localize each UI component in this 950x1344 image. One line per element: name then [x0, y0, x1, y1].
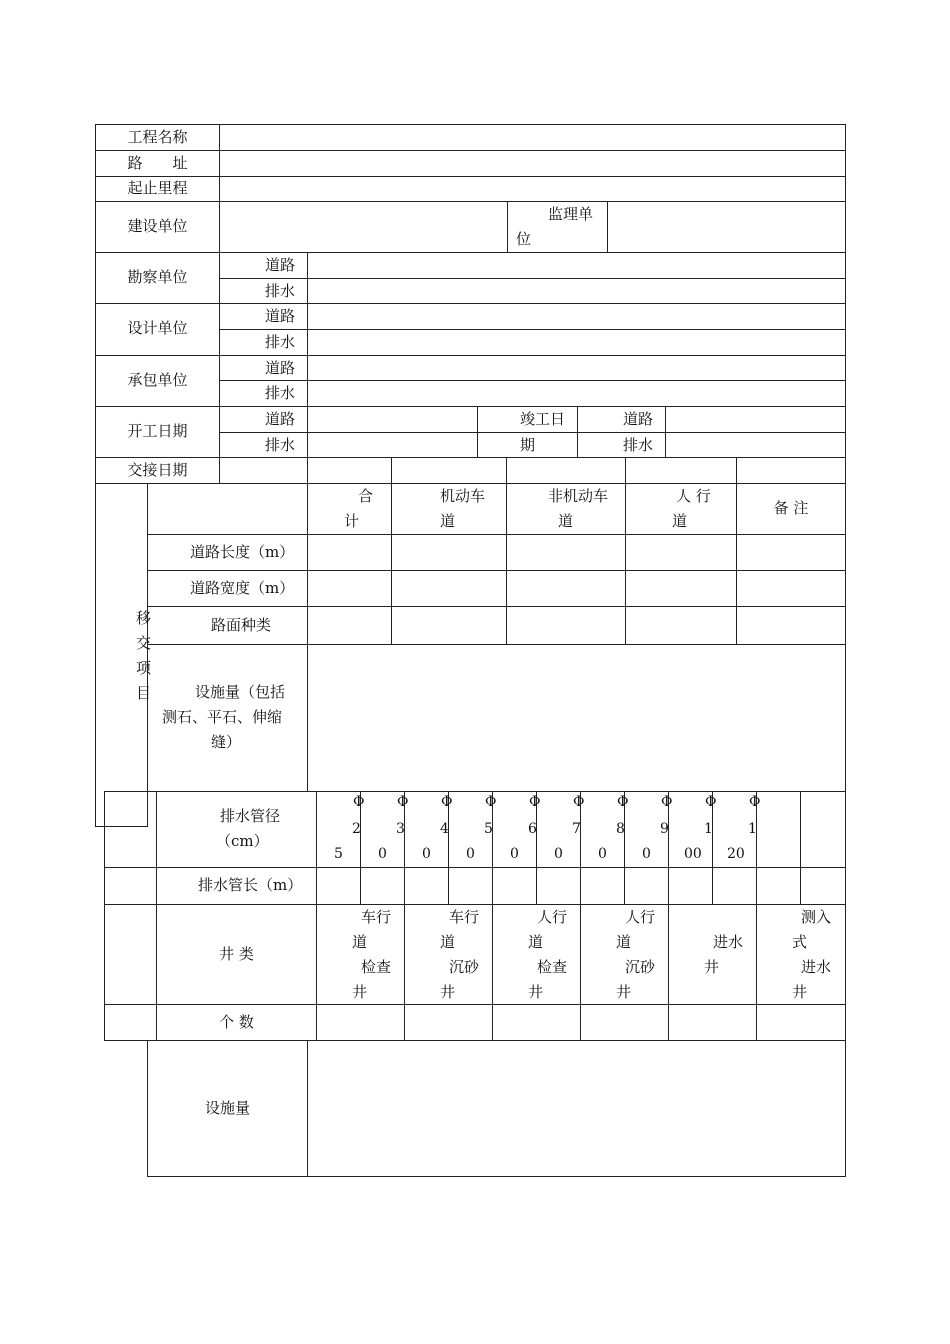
- diameter-80-bottom: 0: [598, 846, 607, 862]
- col-nonmotor-lane-2: 道: [558, 512, 574, 530]
- col-remarks: 备 注: [773, 499, 809, 517]
- survey-drainage-label: 排水: [264, 282, 295, 300]
- contractor-road-label: 道路: [264, 359, 295, 377]
- row-facilities-1: 设施量（包括: [195, 683, 286, 701]
- handover-items-label-2: 交: [136, 634, 152, 652]
- phi-symbol: Φ: [441, 794, 453, 810]
- handover-items-label-4: 目: [136, 684, 152, 702]
- col-total-2: 计: [344, 512, 360, 530]
- diameter-120-bottom: 20: [727, 846, 745, 862]
- well-type-1-line-4: 井: [352, 983, 368, 1001]
- completion-date-label-1: 竣工日: [520, 410, 566, 428]
- well-type-3-line-1: 人行: [537, 908, 568, 926]
- completion-drainage-label: 排水: [622, 436, 653, 454]
- well-type-1-line-3: 检查: [361, 958, 392, 976]
- phi-symbol: Φ: [661, 794, 673, 810]
- well-type-label: 井 类: [219, 945, 254, 963]
- diameter-120-top: 1: [748, 821, 757, 837]
- project-name-label: 工程名称: [127, 128, 188, 146]
- completion-road-label: 道路: [622, 410, 653, 428]
- start-road-label: 道路: [264, 410, 295, 428]
- row-road-width: 道路宽度（m）: [190, 579, 295, 597]
- well-type-1-line-1: 车行: [361, 908, 392, 926]
- well-type-2-line-3: 沉砂: [449, 958, 480, 976]
- col-total-1: 合: [358, 487, 374, 505]
- well-type-3-line-2: 道: [528, 933, 544, 951]
- diameter-60-bottom: 0: [510, 846, 519, 862]
- phi-symbol: Φ: [485, 794, 497, 810]
- survey-unit-label: 勘察单位: [127, 268, 188, 286]
- diameter-30-top: 3: [396, 821, 405, 837]
- row-facilities-2: 测石、平石、伸缩: [162, 708, 283, 726]
- well-type-4-line-1: 人行: [625, 908, 656, 926]
- phi-symbol: Φ: [749, 794, 761, 810]
- well-type-5-line-2: 井: [704, 958, 720, 976]
- contractor-unit-label: 承包单位: [127, 371, 188, 389]
- well-type-2-line-4: 井: [440, 983, 456, 1001]
- well-type-2-line-2: 道: [440, 933, 456, 951]
- mileage-label: 起止里程: [127, 179, 188, 197]
- well-type-6-line-2: 式: [792, 933, 808, 951]
- well-type-4-line-4: 井: [616, 983, 632, 1001]
- owner-unit-label: 建设单位: [127, 217, 188, 235]
- start-date-label: 开工日期: [127, 422, 188, 440]
- row-road-length: 道路长度（m）: [190, 543, 295, 561]
- phi-symbol: Φ: [617, 794, 629, 810]
- col-sidewalk-2: 道: [672, 512, 688, 530]
- diameter-30-bottom: 0: [378, 846, 387, 862]
- well-type-6-line-4: 井: [792, 983, 808, 1001]
- supervisor-unit-label-2: 位: [516, 230, 532, 248]
- diameter-50-top: 5: [484, 821, 493, 837]
- design-drainage-label: 排水: [264, 333, 295, 351]
- well-type-6-line-3: 进水: [801, 958, 832, 976]
- handover-items-label-3: 项: [136, 659, 152, 677]
- diameter-100-top: 1: [704, 821, 713, 837]
- col-motor-lane-1: 机动车: [440, 487, 486, 505]
- pipe-diameter-label-2: （cm）: [216, 832, 269, 850]
- diameter-25-top: 2: [352, 821, 361, 837]
- survey-road-label: 道路: [264, 256, 295, 274]
- start-drainage-label: 排水: [264, 436, 295, 454]
- diameter-50-bottom: 0: [466, 846, 475, 862]
- well-type-6-line-1: 测入: [801, 908, 832, 926]
- design-road-label: 道路: [264, 307, 295, 325]
- diameter-70-bottom: 0: [554, 846, 563, 862]
- col-sidewalk-1: 人 行: [676, 487, 711, 505]
- road-address-label: 路 址: [127, 154, 188, 172]
- well-type-3-line-3: 检查: [537, 958, 568, 976]
- contractor-drainage-label: 排水: [264, 384, 295, 402]
- diameter-40-top: 4: [440, 821, 449, 837]
- well-type-1-line-2: 道: [352, 933, 368, 951]
- drain-facilities-label: 设施量: [204, 1099, 250, 1117]
- well-type-4-line-2: 道: [616, 933, 632, 951]
- diameter-70-top: 7: [572, 821, 581, 837]
- row-facilities-3: 缝）: [211, 733, 242, 751]
- row-pavement-type: 路面种类: [211, 616, 272, 634]
- handover-date-label: 交接日期: [127, 461, 188, 479]
- diameter-25-bottom: 5: [334, 846, 343, 862]
- diameter-80-top: 8: [616, 821, 625, 837]
- completion-date-label-2: 期: [520, 436, 536, 454]
- phi-symbol: Φ: [573, 794, 585, 810]
- diameter-60-top: 6: [528, 821, 537, 837]
- pipe-diameter-label-1: 排水管径: [220, 807, 281, 825]
- phi-symbol: Φ: [353, 794, 365, 810]
- well-type-4-line-3: 沉砂: [625, 958, 656, 976]
- diameter-90-bottom: 0: [642, 846, 651, 862]
- supervisor-unit-label-1: 监理单: [548, 205, 594, 223]
- design-unit-label: 设计单位: [127, 319, 188, 337]
- phi-symbol: Φ: [397, 794, 409, 810]
- phi-symbol: Φ: [529, 794, 541, 810]
- col-nonmotor-lane-1: 非机动车: [548, 487, 609, 505]
- col-motor-lane-2: 道: [440, 512, 456, 530]
- well-type-2-line-1: 车行: [449, 908, 480, 926]
- diameter-100-bottom: 00: [684, 846, 702, 862]
- pipe-length-label: 排水管长（m）: [198, 876, 303, 894]
- handover-items-label-1: 移: [136, 609, 152, 627]
- phi-symbol: Φ: [705, 794, 717, 810]
- diameter-90-top: 9: [660, 821, 669, 837]
- diameter-40-bottom: 0: [422, 846, 431, 862]
- well-type-5-line-1: 进水: [713, 933, 744, 951]
- well-type-3-line-4: 井: [528, 983, 544, 1001]
- count-label: 个 数: [219, 1013, 254, 1031]
